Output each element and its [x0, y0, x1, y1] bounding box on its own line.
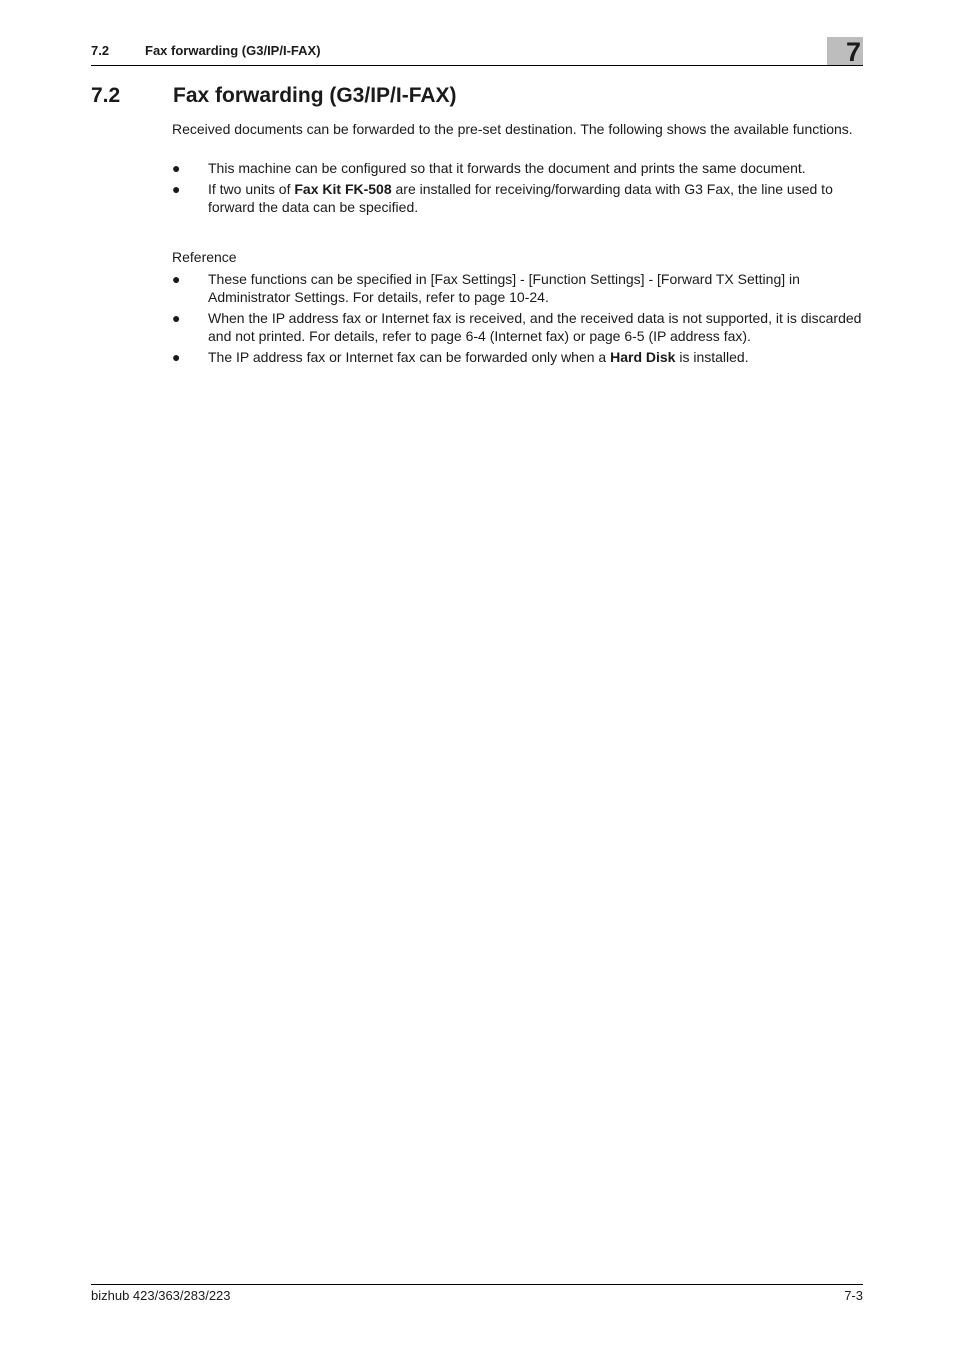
bullet-icon: ●	[172, 160, 181, 176]
page-footer	[91, 1284, 863, 1303]
footer-page-number: 7-3	[844, 1288, 863, 1303]
product-name: Fax Kit FK-508	[294, 181, 392, 197]
list-item-text: This machine can be configured so that it forwards the document and prints the same document.	[208, 160, 806, 176]
list-item	[172, 159, 864, 177]
bullet-icon: ●	[172, 310, 181, 326]
feature-list	[172, 159, 864, 219]
list-item-text: is installed.	[675, 349, 749, 365]
footer-model: bizhub 423/363/283/223	[91, 1288, 231, 1303]
section-heading-title: Fax forwarding (G3/IP/I-FAX)	[173, 84, 457, 107]
list-item	[172, 180, 864, 216]
component-name: Hard Disk	[610, 349, 676, 365]
chapter-tab: 7	[827, 37, 863, 65]
running-header	[91, 37, 863, 67]
list-item-text: are installed for receiving/forwarding data with G3 Fax, the line used to forward the data can be specified.	[208, 181, 833, 215]
reference-list	[172, 270, 864, 369]
reference-label: Reference	[172, 249, 237, 265]
list-item-text: When the IP address fax or Internet fax is received, and the received data is not supported, it is discarded and not printed. For details, refer to page 6-4 (Internet fax) or page 6-5 (IP address fax).	[208, 310, 862, 344]
header-section-number: 7.2	[91, 43, 110, 58]
list-item-text: These functions can be specified in [Fax Settings] - [Function Settings] - [Forward TX Setting] in Administrator Settings. For details, refer to page 10-24.	[208, 271, 800, 305]
list-item	[172, 270, 864, 306]
bullet-icon: ●	[172, 181, 181, 197]
list-item-text: The IP address fax or Internet fax can be forwarded only when a	[208, 349, 611, 365]
bullet-icon: ●	[172, 271, 181, 287]
list-item-text: If two units of	[208, 181, 295, 197]
bullet-icon: ●	[172, 349, 181, 365]
list-item	[172, 309, 864, 345]
list-item	[172, 348, 864, 366]
header-section-title: Fax forwarding (G3/IP/I-FAX)	[145, 43, 321, 58]
section-heading-number: 7.2	[91, 84, 121, 107]
intro-paragraph: Received documents can be forwarded to the pre-set destination. The following shows the available functions.	[172, 121, 853, 137]
